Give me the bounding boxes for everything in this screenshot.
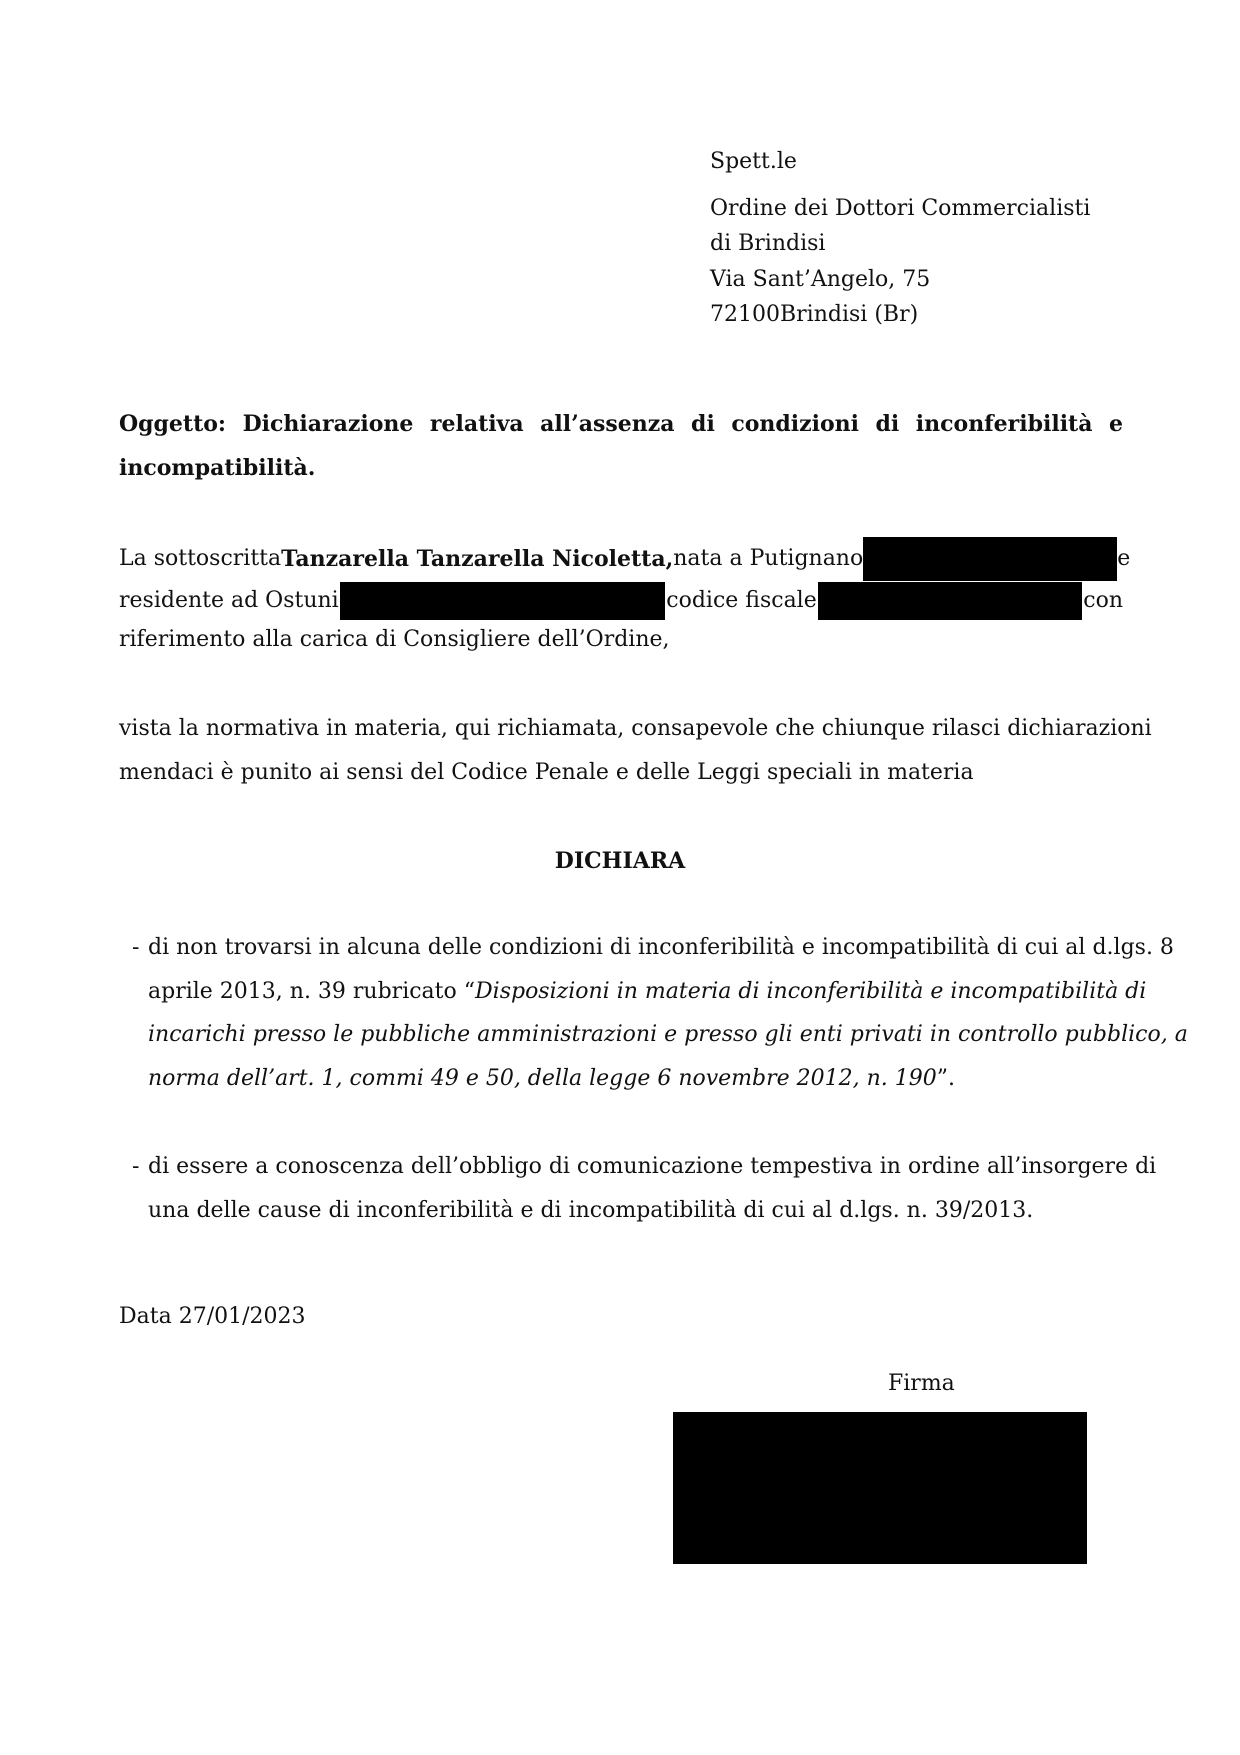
redacted-tax-code [818, 582, 1082, 620]
declaration-heading: DICHIARA [554, 848, 686, 874]
premise-line-1: vista la normativa in materia, qui richiamata, consapevole che chiunque rilasci dichiarazioni [119, 716, 1152, 741]
declarant-name: Tanzarella Tanzarella Nicoletta, [281, 546, 674, 572]
bullet-1-title-part-3: norma dell’art. 1, commi 49 e 50, della legge 6 novembre 2012, n. 190 [148, 1066, 937, 1091]
bullet-1-line-4 [148, 1064, 1123, 1094]
declarant-and: e [1117, 546, 1131, 571]
subject-text: Dichiarazione relativa all’assenza di condizioni di inconferibilità e incompatibilità. [119, 411, 1123, 481]
recipient-city: 72100Brindisi (Br) [710, 302, 919, 327]
bullet-2-dash: - [132, 1154, 140, 1179]
redacted-address [340, 582, 665, 620]
bullet-1-line-1: di non trovarsi in alcuna delle condizioni di inconferibilità e incompatibilità di cui al d.lgs. 8 [148, 935, 1174, 960]
subject [119, 402, 1123, 490]
bullet-1-title-part-1: Disposizioni in materia di inconferibilità e incompatibilità di [475, 979, 1147, 1004]
premise-line-2: mendaci è punito ai sensi del Codice Penale e delle Leggi speciali in materia [119, 760, 974, 785]
subject-label: Oggetto: [119, 411, 227, 437]
bullet-1-line-3 [148, 1020, 1188, 1050]
redacted-signature [673, 1412, 1087, 1564]
redacted-birth-date [863, 537, 1117, 581]
signature-label: Firma [888, 1371, 955, 1396]
bullet-1-rubric-prefix: aprile 2013, n. 39 rubricato “ [148, 979, 476, 1004]
declarant-birthplace: nata a Putignano [673, 546, 864, 571]
declarant-with: con [1083, 588, 1124, 613]
date-line: Data 27/01/2023 [119, 1304, 306, 1329]
bullet-1-line-2 [148, 977, 1147, 1007]
recipient-org-line2: di Brindisi [710, 231, 826, 256]
tax-code-label: codice fiscale [666, 588, 817, 613]
recipient-salutation: Spett.le [710, 149, 797, 174]
declarant-role: riferimento alla carica di Consigliere dell’Ordine, [119, 627, 670, 652]
declarant-intro: La sottoscritta [119, 546, 282, 571]
bullet-1-title-part-2: incarichi presso le pubbliche amministrazioni e presso gli enti privati in controllo pubblico, a [148, 1022, 1188, 1047]
bullet-1-dash: - [132, 935, 140, 960]
bullet-1-closing: ”. [936, 1066, 956, 1091]
recipient-org-line1: Ordine dei Dottori Commercialisti [710, 196, 1091, 221]
recipient-street: Via Sant’Angelo, 75 [710, 267, 931, 292]
bullet-2-line-1: di essere a conoscenza dell’obbligo di comunicazione tempestiva in ordine all’insorgere di [148, 1154, 1157, 1179]
declarant-line-1 [119, 537, 1131, 581]
declarant-residence: residente ad Ostuni [119, 588, 339, 613]
declarant-line-2 [119, 582, 1123, 620]
bullet-2-line-2: una delle cause di inconferibilità e di incompatibilità di cui al d.lgs. n. 39/2013. [148, 1198, 1034, 1223]
